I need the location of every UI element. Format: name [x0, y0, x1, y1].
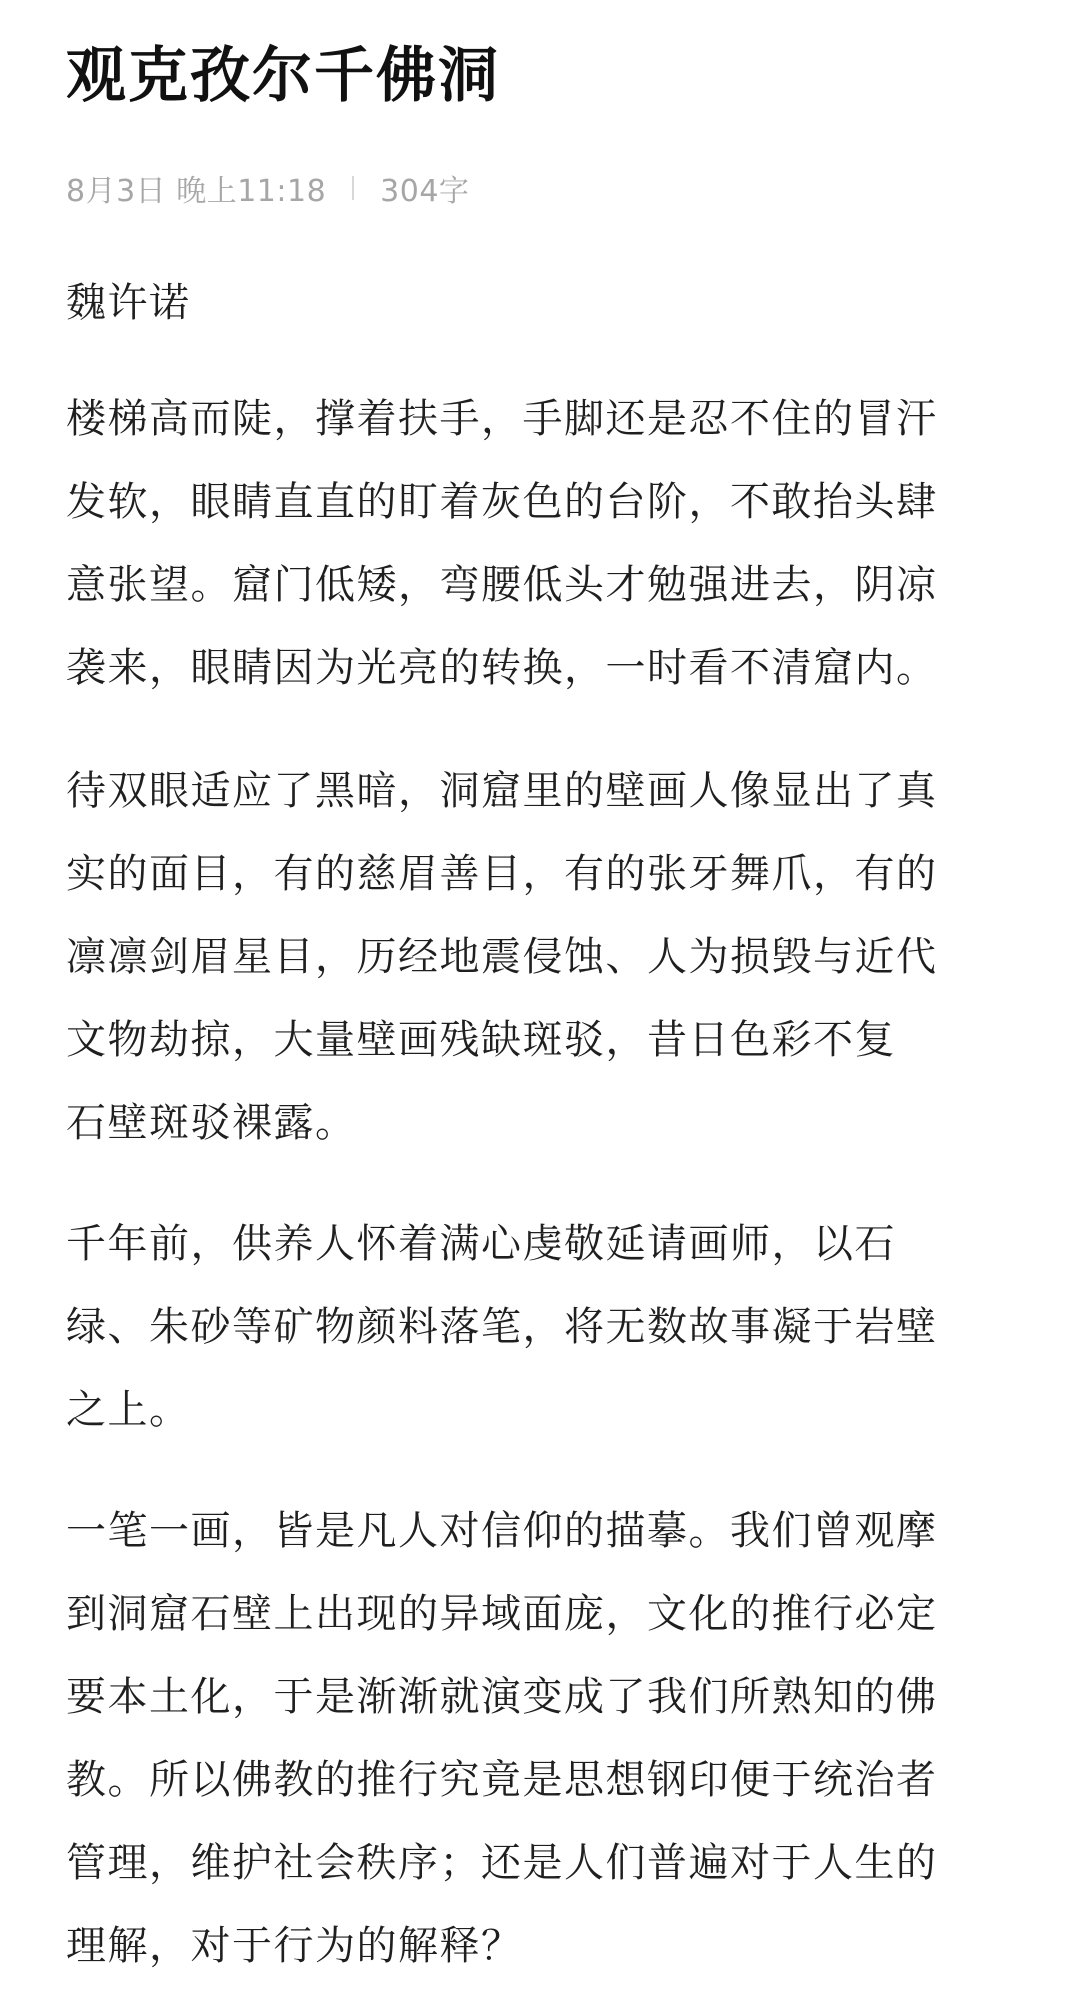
paragraph-line: 文物劫掠，大量壁画残缺斑驳，昔日色彩不复 [66, 1017, 896, 1063]
paragraph-line: 待双眼适应了黑暗，洞窟里的壁画人像显出了真 [66, 768, 938, 814]
paragraph-3 [66, 1203, 1014, 1452]
paragraph-line: 凛凛剑眉星目，历经地震侵蚀、人为损毁与近代 [66, 934, 938, 980]
note-meta [66, 168, 1014, 208]
paragraph-line: 实的面目，有的慈眉善目，有的张牙舞爪，有的 [66, 851, 938, 897]
paragraph-line: 意张望。窟门低矮，弯腰低头才勉强进去，阴凉 [66, 562, 938, 608]
note-word-count: 304字 [380, 174, 470, 209]
paragraph-line: 发软，眼睛直直的盯着灰色的台阶，不敢抬头肆 [66, 479, 938, 525]
meta-divider [352, 176, 354, 200]
paragraph-line: 管理，维护社会秩序；还是人们普遍对于人生的 [66, 1840, 938, 1886]
paragraph-4 [66, 1490, 1014, 1988]
paragraph-line: 石壁斑驳裸露。 [66, 1100, 357, 1146]
paragraph-line: 要本土化，于是渐渐就演变成了我们所熟知的佛 [66, 1674, 938, 1720]
paragraph-line: 楼梯高而陡，撑着扶手，手脚还是忍不住的冒汗 [66, 396, 938, 442]
note-author: 魏许诺 [66, 280, 191, 326]
paragraph-2 [66, 750, 1014, 1165]
note-date: 8月3日 晚上11:18 [66, 174, 327, 209]
paragraph-line: 教。所以佛教的推行究竟是思想钢印便于统治者 [66, 1757, 938, 1803]
paragraph-line: 千年前，供养人怀着满心虔敬延请画师，以石 [66, 1221, 896, 1267]
paragraph-1 [66, 378, 1014, 710]
paragraph-line: 一笔一画，皆是凡人对信仰的描摹。我们曾观摩 [66, 1508, 938, 1554]
paragraph-line: 袭来，眼睛因为光亮的转换，一时看不清窟内。 [66, 645, 938, 691]
note-title[interactable]: 观克孜尔千佛洞 [66, 41, 500, 111]
paragraph-line: 之上。 [66, 1387, 191, 1433]
paragraph-line: 到洞窟石壁上出现的异域面庞，文化的推行必定 [66, 1591, 938, 1637]
note-view [66, 0, 1014, 1988]
paragraph-line: 理解，对于行为的解释？ [66, 1923, 523, 1969]
paragraph-line: 绿、朱砂等矿物颜料落笔，将无数故事凝于岩壁 [66, 1304, 938, 1350]
note-body[interactable] [66, 262, 1014, 1988]
